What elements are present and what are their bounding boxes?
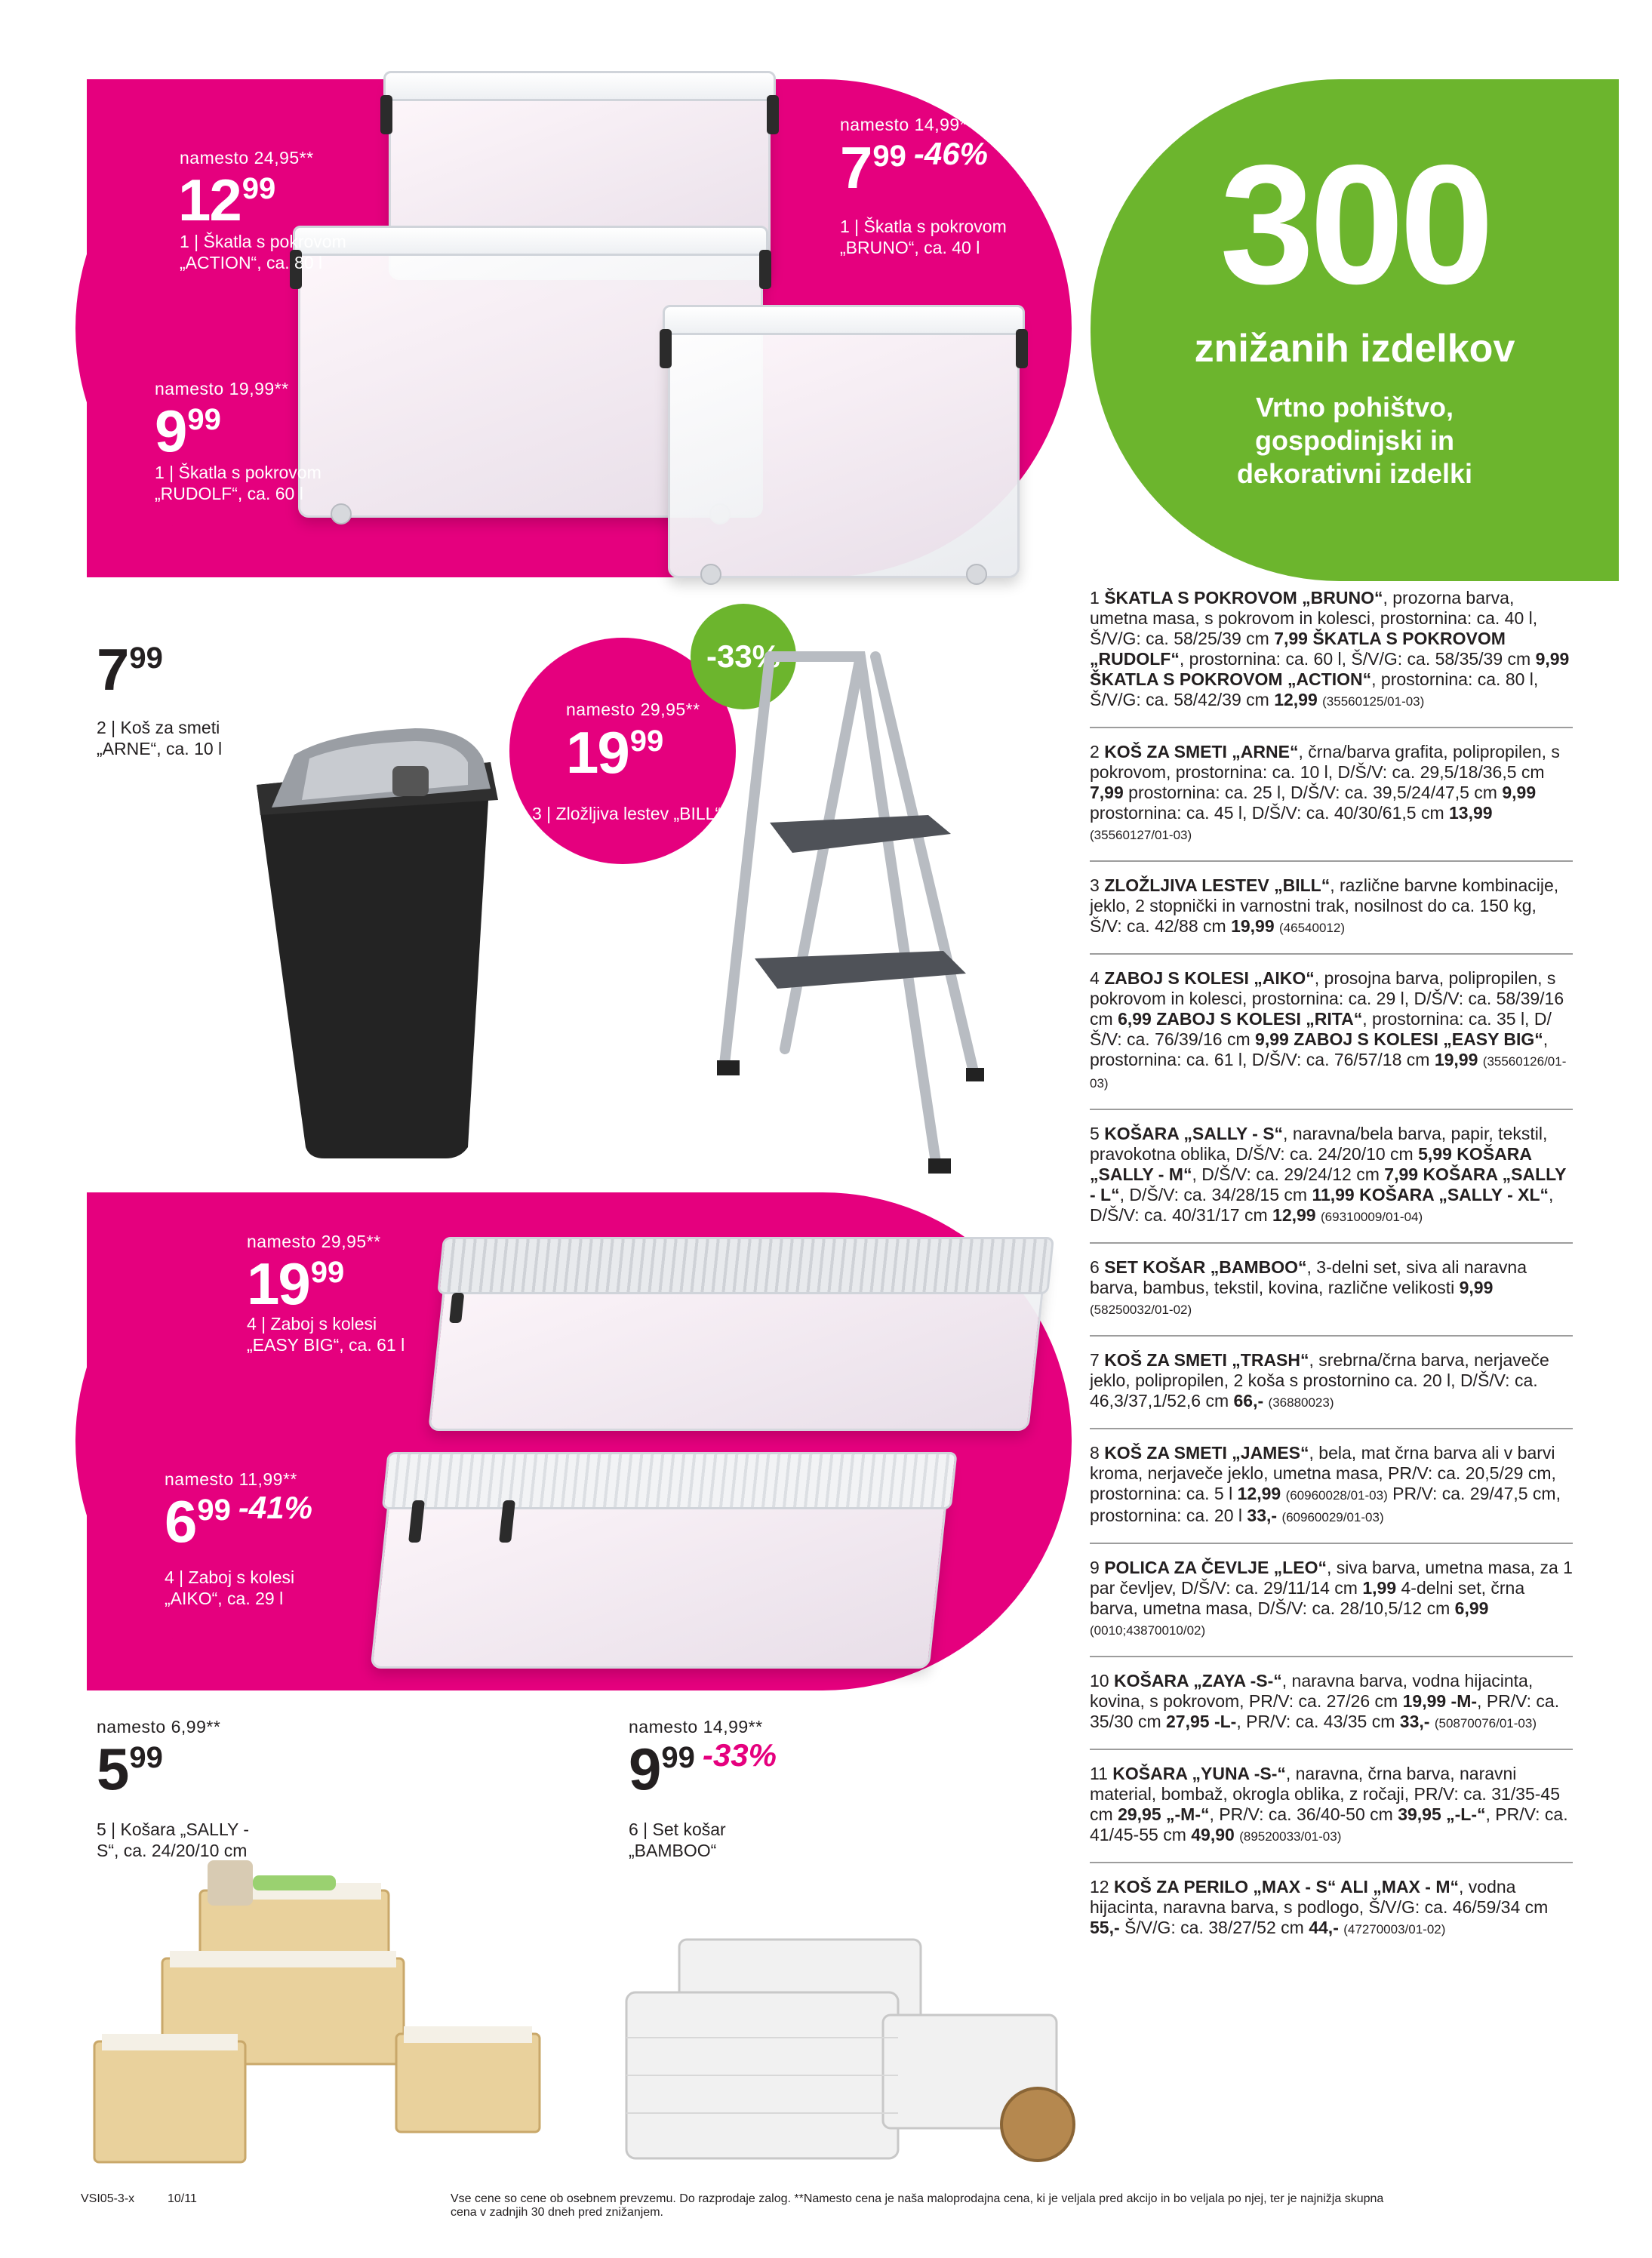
action-price-euros: 12 (178, 167, 241, 233)
list-item (1090, 1668, 1573, 1750)
footer-note-line-2: cena v zadnjih 30 dneh pred znižanjem. (451, 2206, 663, 2219)
item-bold-text: 12,99 (1274, 690, 1318, 709)
item-text: prostornina: ca. 25 l, D/Š/V: ca. 39,5/24/47,5 cm (1123, 783, 1503, 802)
item-bold-text: 7,99 KOŠARA „SALLY - L“ (1090, 1164, 1567, 1204)
item-text: , D/Š/V: ca. 40/31/17 cm (1090, 1185, 1554, 1225)
item-text: 9 (1090, 1558, 1105, 1577)
bamboo-desc-line-1: 6 | Set košar (629, 1820, 726, 1839)
bill-was-price: namesto 29,95** (566, 700, 700, 719)
list-item (1090, 965, 1573, 1110)
rudolf-desc-line-2: „RUDOLF“, ca. 60 l (155, 484, 303, 503)
item-text: 11 (1090, 1764, 1113, 1783)
item-text: , srebrna/črna barva, nerjaveče jeklo, polipropilen, 2 koša s prostornino ca. 20 l, D/Š/V: ca. 46,3/37,1/52,6 cm (1090, 1350, 1549, 1410)
bruno-was-price: namesto 14,99** (840, 115, 974, 134)
item-text: 6 (1090, 1257, 1105, 1277)
item-text: , prostornina: ca. 80 l, Š/V/G: ca. 58/42/39 cm (1090, 669, 1539, 709)
list-item (1090, 1761, 1573, 1863)
item-code: (89520033/01-03) (1239, 1829, 1342, 1844)
item-code: (36880023) (1268, 1395, 1334, 1410)
item-bold-text: ZABOJ S KOLESI „AIKO“ (1104, 968, 1315, 988)
discount-banner-subtitle: znižanih izdelkov (1194, 327, 1515, 371)
bill-discount-badge-text: -33% (706, 638, 781, 674)
item-bold-text: KOŠ ZA SMETI „TRASH“ (1104, 1350, 1309, 1370)
sally-price-cents: 99 (129, 1741, 163, 1774)
item-bold-text: 7,99 ŠKATLA S POKROVOM „RUDOLF“ (1090, 629, 1506, 669)
storage-box-image-bruno (668, 313, 1020, 578)
item-text: prostornina: ca. 45 l, D/Š/V: ca. 40/30/61,5 cm (1090, 803, 1450, 823)
easy-big-was-price: namesto 29,95** (247, 1232, 381, 1251)
easy-big-desc-line-2: „EASY BIG“, ca. 61 l (247, 1335, 405, 1355)
item-text: 5 (1090, 1124, 1105, 1143)
item-bold-text: 29,95 „-M-“ (1118, 1804, 1210, 1824)
step-ladder-image (709, 634, 1011, 1177)
bruno-price (840, 134, 988, 201)
rudolf-price (155, 398, 221, 464)
basket-set-image-bamboo (619, 1924, 1079, 2166)
item-bold-text: 19,99 (1434, 1050, 1478, 1069)
bamboo-discount: -33% (702, 1737, 777, 1773)
item-text: , bela, mat črna barva ali v barvi kroma, nerjaveče jeklo, umetna masa, PR/V: ca. 20,5/29 cm, prostornina: ca. 5 l (1090, 1443, 1556, 1503)
item-bold-text: 7,99 (1090, 783, 1124, 802)
bruno-desc-line-1: 1 | Škatla s pokrovom (840, 217, 1007, 236)
item-text: , vodna hijacinta, naravna barva, s podlogo, Š/V/G: ca. 46/59/34 cm (1090, 1877, 1549, 1917)
storage-box-image-easy-big (428, 1245, 1048, 1431)
list-item (1090, 1254, 1573, 1337)
item-text: , naravna/bela barva, papir, tekstil, pravokotna oblika, D/Š/V: ca. 24/20/10 cm (1090, 1124, 1548, 1164)
item-text: , črna/barva grafita, polipropilen, s pokrovom, prostornina: ca. 10 l, D/Š/V: ca. 29,5/18/36,5 cm (1090, 742, 1560, 782)
banner-line-1: Vrtno pohištvo, (1255, 392, 1454, 423)
item-text: 1 (1090, 588, 1105, 608)
item-text: 8 (1090, 1443, 1105, 1463)
arne-desc-line-1: 2 | Koš za smeti (97, 718, 220, 737)
item-text: , siva barva, umetna masa, za 1 par čevljev, D/Š/V: ca. 29/11/14 cm (1090, 1558, 1573, 1598)
footer-note (451, 2192, 1583, 2220)
item-text: 2 (1090, 742, 1105, 761)
arne-desc-line-2: „ARNE“, ca. 10 l (97, 739, 223, 758)
item-code: (50870076/01-03) (1434, 1716, 1537, 1730)
banner-line-2: gospodinjski in (1254, 425, 1454, 456)
aiko-price-cents: 99 (197, 1494, 231, 1527)
bruno-discount: -46% (913, 136, 988, 171)
item-code: (69310009/01-04) (1321, 1210, 1423, 1224)
action-desc (180, 231, 346, 273)
bill-desc-line-1: 3 | Zložljiva lestev „BILL“ (532, 804, 721, 823)
rudolf-was-price: namesto 19,99** (155, 379, 289, 398)
item-text: 3 (1090, 875, 1105, 895)
list-item (1090, 1347, 1573, 1429)
item-text: , D/Š/V: ca. 29/24/12 cm (1192, 1164, 1385, 1184)
bill-price-euros: 19 (566, 719, 629, 786)
item-bold-text: 39,95 „-L-“ (1398, 1804, 1486, 1824)
item-text: , naravna, črna barva, naravni material, bombaž, okrogla oblika, z ročaji, PR/V: ca. 31/35-45 cm (1090, 1764, 1560, 1824)
item-text: 4-delni set, črna barva, umetna masa, D/Š/V: ca. 28/10,5/12 cm (1090, 1578, 1525, 1618)
item-bold-text: 49,90 (1191, 1825, 1235, 1844)
item-bold-text: 9,99 (1502, 783, 1537, 802)
item-text: , PR/V: ca. 41/45-55 cm (1090, 1804, 1568, 1844)
list-item (1090, 739, 1573, 862)
item-bold-text: KOŠARA „SALLY - S“ (1104, 1124, 1284, 1143)
arne-price (97, 636, 163, 703)
trash-bin-image (241, 724, 528, 1162)
sally-desc-line-2: S“, ca. 24/20/10 cm (97, 1841, 248, 1860)
bill-price (566, 719, 664, 786)
bruno-price-cents: 99 (872, 140, 906, 173)
item-bold-text: 12,99 (1272, 1205, 1316, 1225)
list-item (1090, 1874, 1573, 1955)
bruno-price-euros: 7 (840, 134, 872, 201)
aiko-discount: -41% (238, 1490, 312, 1525)
item-text: , PR/V: ca. 35/30 cm (1090, 1691, 1560, 1731)
bamboo-was-price: namesto 14,99** (629, 1717, 763, 1737)
rudolf-desc-line-1: 1 | Škatla s pokrovom (155, 463, 321, 482)
item-bold-text: 33,- (1399, 1712, 1430, 1731)
item-code: (46540012) (1279, 921, 1345, 935)
bamboo-desc (629, 1819, 726, 1861)
bruno-desc (840, 216, 1007, 258)
easy-big-desc-line-1: 4 | Zaboj s kolesi (247, 1314, 377, 1334)
footer-note-line-1: Vse cene so cene ob osebnem prevzemu. Do razprodaje zalog. **Namesto cena je naša maloprodajna cena, ki je veljala pred akcijo in bo veljala po njej, ter je najnižja skupna (451, 2192, 1384, 2205)
item-text: Š/V/G: ca. 38/27/52 cm (1119, 1918, 1309, 1937)
item-code: (0010;43870010/02) (1090, 1623, 1206, 1638)
bamboo-desc-line-2: „BAMBOO“ (629, 1841, 717, 1860)
bill-desc (532, 803, 721, 824)
bamboo-price (629, 1736, 777, 1802)
item-text: , različne barvne kombinacije, jeklo, 2 stopnički in varnostni trak, nosilnost do ca. 150 kg, Š/V: ca. 42/88 cm (1090, 875, 1559, 936)
list-item (1090, 1555, 1573, 1657)
sally-desc (97, 1819, 249, 1861)
arne-desc (97, 717, 222, 759)
item-bold-text: 27,95 -L- (1166, 1712, 1237, 1731)
storage-box-image-aiko (370, 1460, 951, 1669)
aiko-desc-line-2: „AIKO“, ca. 29 l (165, 1589, 284, 1608)
item-code: (47270003/01-02) (1343, 1922, 1446, 1937)
easy-big-price (247, 1251, 345, 1317)
item-bold-text: KOŠARA „ZAYA -S-“ (1113, 1671, 1282, 1690)
basket-set-image-sally (79, 1860, 555, 2170)
action-desc-line-1: 1 | Škatla s pokrovom (180, 232, 346, 251)
action-was-price: namesto 24,95** (180, 148, 314, 168)
footer-page: 10/11 (168, 2192, 197, 2205)
easy-big-price-euros: 19 (247, 1251, 309, 1317)
bruno-desc-line-2: „BRUNO“, ca. 40 l (840, 238, 980, 257)
list-item (1090, 1440, 1573, 1544)
item-bold-text: 44,- (1309, 1918, 1339, 1937)
item-text: 4 (1090, 968, 1105, 988)
item-text: , naravna barva, vodna hijacinta, kovina, s pokrovom, PR/V: ca. 27/26 cm (1090, 1671, 1534, 1711)
item-bold-text: KOŠ ZA SMETI „ARNE“ (1104, 742, 1299, 761)
item-text: 10 (1090, 1671, 1114, 1690)
item-bold-text: KOŠ ZA PERILO „MAX - S“ ALI „MAX - M“ (1113, 1877, 1459, 1897)
list-item (1090, 585, 1573, 728)
item-bold-text: 5,99 KOŠARA „SALLY - M“ (1090, 1144, 1532, 1184)
item-text: , prozorna barva, umetna masa, s pokrovom in kolesci, prostornina: ca. 40 l, Š/V/G: ca. 58/25/39 cm (1090, 588, 1538, 648)
item-bold-text: 6,99 (1454, 1598, 1489, 1618)
item-bold-text: KOŠARA „YUNA -S-“ (1112, 1764, 1286, 1783)
item-bold-text: 19,99 -M- (1402, 1691, 1478, 1711)
item-bold-text: 66,- (1233, 1391, 1264, 1410)
list-item (1090, 872, 1573, 955)
footer-code: VSI05-3-x (81, 2192, 135, 2205)
action-desc-line-2: „ACTION“, ca. 80 l (180, 253, 323, 272)
item-bold-text: 19,99 (1231, 916, 1275, 936)
aiko-desc-line-1: 4 | Zaboj s kolesi (165, 1567, 295, 1587)
arne-price-euros: 7 (97, 636, 128, 703)
item-bold-text: 33,- (1247, 1506, 1278, 1525)
item-text: 7 (1090, 1350, 1105, 1370)
item-bold-text: ZLOŽLJIVA LESTEV „BILL“ (1104, 875, 1331, 895)
item-text: , prostornina: ca. 35 l, D/Š/V: ca. 76/39/16 cm (1090, 1009, 1552, 1049)
item-bold-text: 13,99 (1449, 803, 1493, 823)
sally-was-price: namesto 6,99** (97, 1717, 221, 1737)
aiko-was-price: namesto 11,99** (165, 1469, 297, 1489)
easy-big-desc (247, 1313, 405, 1355)
item-bold-text: SET KOŠAR „BAMBOO“ (1104, 1257, 1307, 1277)
action-price-cents: 99 (241, 172, 276, 205)
rudolf-desc (155, 462, 321, 504)
item-bold-text: 55,- (1090, 1918, 1120, 1937)
item-text: 12 (1090, 1877, 1114, 1897)
product-list (1090, 585, 1573, 1965)
item-code: (35560125/01-03) (1322, 694, 1425, 709)
sally-price (97, 1736, 163, 1802)
item-code: (35560127/01-03) (1090, 828, 1192, 842)
sally-desc-line-1: 5 | Košara „SALLY - (97, 1820, 250, 1839)
item-text: , PR/V: ca. 36/40-50 cm (1209, 1804, 1398, 1824)
bamboo-price-cents: 99 (661, 1741, 695, 1774)
item-bold-text: 11,99 KOŠARA „SALLY - XL“ (1312, 1185, 1549, 1204)
sally-price-euros: 5 (97, 1736, 128, 1802)
rudolf-price-cents: 99 (187, 403, 221, 436)
item-text: , prostornina: ca. 61 l, D/Š/V: ca. 76/57/18 cm (1090, 1029, 1549, 1069)
easy-big-price-cents: 99 (310, 1256, 345, 1289)
item-bold-text: 1,99 (1362, 1578, 1397, 1598)
item-text: , PR/V: ca. 43/35 cm (1236, 1712, 1400, 1731)
item-code: (35560126/01-03) (1090, 1054, 1567, 1091)
aiko-desc (165, 1567, 294, 1609)
item-bold-text: 9,99 (1459, 1278, 1494, 1297)
item-text: , 3-delni set, siva ali naravna barva, bambus, tekstil, kovina, različne velikosti (1090, 1257, 1527, 1297)
bill-price-cents: 99 (629, 724, 664, 758)
action-price (178, 167, 276, 233)
rudolf-price-euros: 9 (155, 398, 186, 464)
list-item (1090, 1121, 1573, 1244)
item-text: , prosojna barva, polipropilen, s pokrovom in kolesci, prostornina: ca. 29 l, D/Š/V: ca. 58/39/16 cm (1090, 968, 1564, 1029)
item-code: (58250032/01-02) (1090, 1303, 1192, 1317)
item-code: (60960029/01-03) (1281, 1510, 1384, 1524)
item-code: (60960028/01-03) (1285, 1488, 1388, 1503)
aiko-price-euros: 6 (165, 1488, 196, 1555)
item-bold-text: 9,99 ŠKATLA S POKROVOM „ACTION“ (1090, 649, 1570, 689)
item-bold-text: ŠKATLA S POKROVOM „BRUNO“ (1104, 588, 1383, 608)
item-bold-text: 12,99 (1237, 1484, 1281, 1503)
item-text: , prostornina: ca. 60 l, Š/V/G: ca. 58/35/39 cm (1179, 649, 1536, 669)
item-text: PR/V: ca. 29/47,5 cm, prostornina: ca. 20 l (1090, 1484, 1561, 1525)
item-text: , D/Š/V: ca. 34/28/15 cm (1119, 1185, 1312, 1204)
banner-line-3: dekorativni izdelki (1236, 458, 1473, 489)
discount-banner-number: 300 (1220, 129, 1490, 319)
arne-price-cents: 99 (129, 641, 163, 675)
aiko-price (165, 1488, 312, 1555)
discount-banner-text (1091, 391, 1619, 491)
item-bold-text: 6,99 ZABOJ S KOLESI „RITA“ (1118, 1009, 1363, 1029)
bamboo-price-euros: 9 (629, 1736, 660, 1802)
item-bold-text: POLICA ZA ČEVLJE „LEO“ (1104, 1558, 1327, 1577)
item-bold-text: KOŠ ZA SMETI „JAMES“ (1104, 1443, 1309, 1463)
item-bold-text: 9,99 ZABOJ S KOLESI „EASY BIG“ (1255, 1029, 1543, 1049)
